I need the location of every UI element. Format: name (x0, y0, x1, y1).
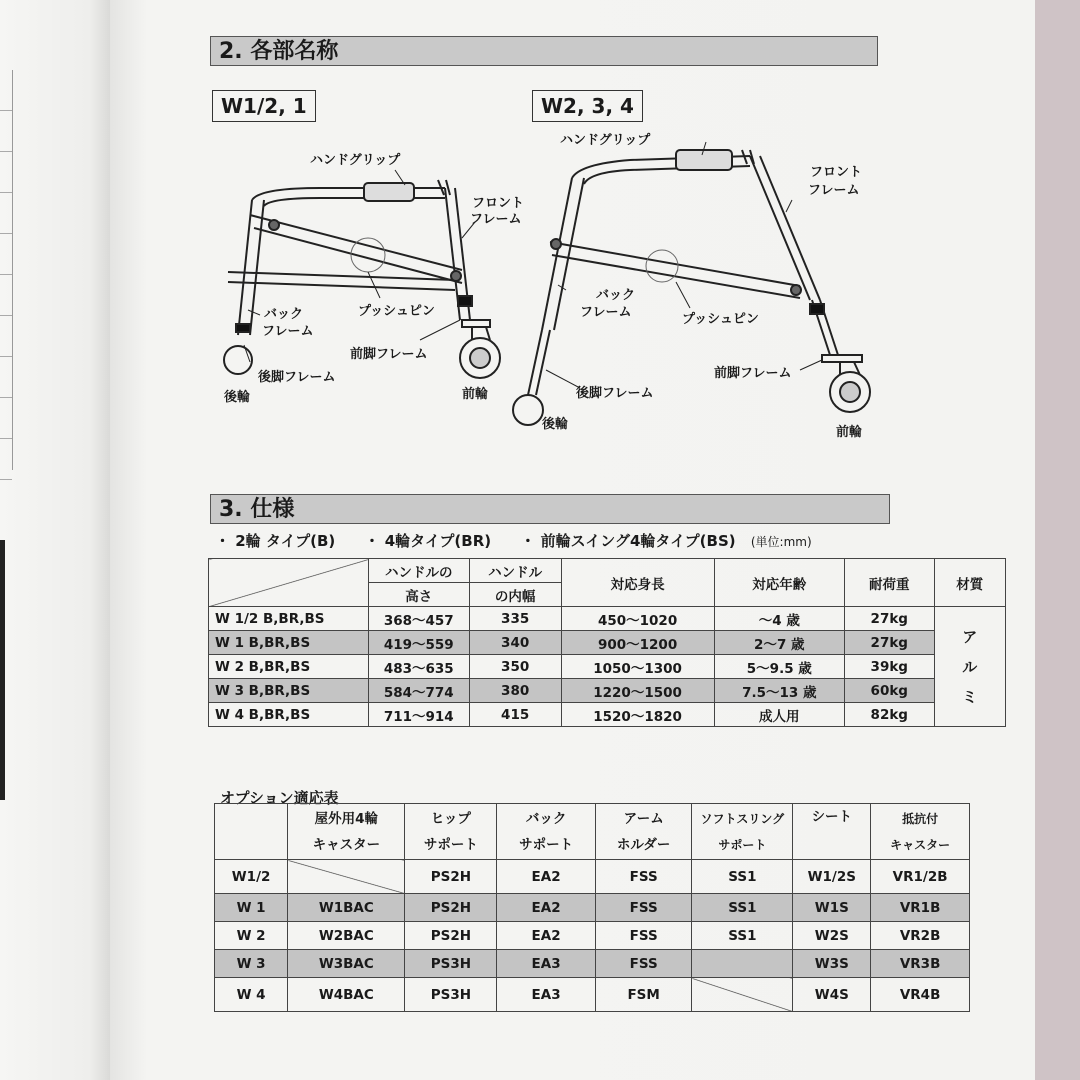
option-cell: VR1/2B (871, 860, 970, 894)
spec-height: 1220～1500 (561, 679, 714, 703)
spec-age: 7.5～13 歳 (714, 679, 844, 703)
spec-load: 39kg (844, 655, 934, 679)
type-2-wheel: ・ 2輪 タイプ(B) (215, 532, 336, 550)
spec-age: 5～9.5 歳 (714, 655, 844, 679)
spec-handle-height: 483～635 (368, 655, 469, 679)
left-model-label: W1/2, 1 (212, 90, 316, 122)
option-cell: PS2H (405, 860, 497, 894)
option-header-outdoor-caster (288, 804, 405, 860)
manual-page (110, 0, 1035, 1080)
left-label-back-frame-1: バック (264, 307, 304, 322)
option-header-text: キャスター (890, 837, 951, 852)
spec-width: 415 (469, 703, 561, 727)
option-header-soft-sling (692, 804, 793, 860)
option-corner-cell (215, 804, 288, 860)
option-cell: EA2 (497, 894, 596, 922)
option-cell: W1S (793, 894, 871, 922)
spec-model: W 1/2 B,BR,BS (209, 607, 369, 631)
spec-width: 380 (469, 679, 561, 703)
left-label-hand-grip: ハンドグリップ (310, 153, 401, 168)
left-label-front-frame-1: フロント (472, 196, 525, 211)
option-cell: PS2H (405, 922, 497, 950)
option-header-text: ホルダー (616, 836, 671, 853)
type-list (215, 530, 836, 551)
option-model: W 2 (215, 922, 288, 950)
spec-handle-height: 368～457 (368, 607, 469, 631)
spec-material (934, 607, 1005, 727)
left-page-table-edge (0, 70, 13, 470)
right-label-front-frame-1: フロント (810, 165, 863, 180)
right-label-front-wheel: 前輪 (836, 425, 863, 440)
option-row-w2 (215, 922, 970, 950)
option-header-row (215, 804, 970, 860)
spec-header-material: 材質 (934, 559, 1005, 607)
spec-load: 27kg (844, 607, 934, 631)
option-header-text: キャスター (312, 836, 381, 853)
spec-model: W 3 B,BR,BS (209, 679, 369, 703)
spec-header-row (209, 559, 1006, 583)
left-label-back-frame-2: フレーム (262, 324, 314, 339)
type-4-wheel: ・ 4輪タイプ(BR) (364, 532, 492, 550)
spec-handle-height: 711～914 (368, 703, 469, 727)
spec-load: 27kg (844, 631, 934, 655)
option-cell: PS2H (405, 894, 497, 922)
right-label-hand-grip: ハンドグリップ (560, 133, 651, 148)
spec-header-handle-width-1: ハンドル (469, 559, 561, 583)
spec-age: 2～7 歳 (714, 631, 844, 655)
option-cell: W2BAC (288, 922, 405, 950)
option-cell: W4S (793, 978, 871, 1012)
right-label-rear-leg-frame: 後脚フレーム (576, 386, 654, 401)
option-table (214, 803, 970, 1012)
spec-row-w2 (209, 655, 1006, 679)
option-row-w1 (215, 894, 970, 922)
section-2-heading: 2. 各部名称 (210, 36, 878, 66)
option-header-text: シート (811, 809, 853, 825)
spec-height: 1050～1300 (561, 655, 714, 679)
spec-model: W 4 B,BR,BS (209, 703, 369, 727)
option-header-text: バック (525, 810, 567, 827)
spec-model: W 1 B,BR,BS (209, 631, 369, 655)
option-header-text: ヒップ (430, 810, 471, 827)
option-row-w1-2 (215, 860, 970, 894)
spec-header-age: 対応年齢 (714, 559, 844, 607)
right-label-push-pin: プッシュピン (682, 312, 759, 327)
option-cell: VR3B (871, 950, 970, 978)
option-cell: FSS (595, 950, 691, 978)
left-page-edge (0, 0, 112, 1080)
option-cell: W3S (793, 950, 871, 978)
left-label-front-frame-2: フレーム (470, 212, 522, 227)
option-cell: VR1B (871, 894, 970, 922)
option-cell: W1/2S (793, 860, 871, 894)
option-header-hip-support (405, 804, 497, 860)
left-label-push-pin: プッシュピン (358, 304, 435, 319)
option-na-cell (692, 950, 793, 978)
type-front-swing: ・ 前輪スイング4輪タイプ(BS) (520, 532, 736, 550)
option-cell: VR2B (871, 922, 970, 950)
right-label-back-frame-2: フレーム (580, 305, 632, 320)
left-label-front-leg-frame: 前脚フレーム (350, 347, 428, 362)
option-model: W1/2 (215, 860, 288, 894)
option-model: W 4 (215, 978, 288, 1012)
option-header-text: 屋外用4輪 (314, 810, 379, 827)
option-cell: W3BAC (288, 950, 405, 978)
spec-row-w3 (209, 679, 1006, 703)
spec-row-w4 (209, 703, 1006, 727)
spec-header-load: 耐荷重 (844, 559, 934, 607)
option-cell: EA3 (497, 950, 596, 978)
unit-note: (単位:mm) (750, 535, 812, 549)
option-table-title: オプション適応表 (220, 789, 339, 807)
option-na-cell (692, 978, 793, 1012)
left-page-dark-strip (0, 540, 5, 800)
spec-header-handle-height-1: ハンドルの (368, 559, 469, 583)
right-label-front-frame-2: フレーム (808, 183, 860, 198)
spec-header-handle-height-2: 高さ (368, 583, 469, 607)
spec-model: W 2 B,BR,BS (209, 655, 369, 679)
option-na-cell (288, 860, 405, 894)
right-model-label: W2, 3, 4 (532, 90, 643, 122)
option-cell: PS3H (405, 978, 497, 1012)
spec-header-handle-width-2: の内幅 (469, 583, 561, 607)
section-3-heading: 3. 仕様 (210, 494, 890, 524)
option-model: W 1 (215, 894, 288, 922)
option-header-resist-caster (871, 804, 970, 860)
spec-row-w1-2 (209, 607, 1006, 631)
spec-row-w1 (209, 631, 1006, 655)
left-label-front-wheel: 前輪 (462, 387, 489, 402)
spec-width: 340 (469, 631, 561, 655)
option-cell: VR4B (871, 978, 970, 1012)
spec-header-height: 対応身長 (561, 559, 714, 607)
option-cell: W1BAC (288, 894, 405, 922)
option-header-text: 抵抗付 (902, 811, 939, 826)
option-cell: FSM (595, 978, 691, 1012)
option-header-arm-holder (595, 804, 691, 860)
option-header-back-support (497, 804, 596, 860)
option-header-text: アーム (623, 810, 664, 827)
option-cell: FSS (595, 860, 691, 894)
option-cell: EA3 (497, 978, 596, 1012)
option-cell: SS1 (692, 922, 793, 950)
spec-height: 900～1200 (561, 631, 714, 655)
option-cell: W4BAC (288, 978, 405, 1012)
right-label-back-frame-1: バック (596, 288, 636, 303)
spec-height: 450～1020 (561, 607, 714, 631)
right-label-rear-wheel: 後輪 (542, 417, 569, 432)
spec-width: 335 (469, 607, 561, 631)
material-char-2: ル (962, 657, 978, 676)
right-label-front-leg-frame: 前脚フレーム (714, 366, 792, 381)
option-model: W 3 (215, 950, 288, 978)
option-row-w3 (215, 950, 970, 978)
option-cell: FSS (595, 894, 691, 922)
option-header-text: サポート (718, 837, 767, 852)
material-char-3: ミ (962, 687, 978, 706)
spec-load: 60kg (844, 679, 934, 703)
option-header-text: サポート (519, 836, 574, 853)
spec-age: ～4 歳 (714, 607, 844, 631)
left-label-rear-wheel: 後輪 (224, 390, 251, 405)
option-cell: EA2 (497, 922, 596, 950)
material-char-1: ア (962, 627, 978, 646)
option-cell: SS1 (692, 860, 793, 894)
option-cell: SS1 (692, 894, 793, 922)
option-header-text: サポート (423, 836, 478, 853)
option-header-seat (793, 804, 871, 860)
option-cell: PS3H (405, 950, 497, 978)
option-row-w4 (215, 978, 970, 1012)
spec-corner-cell (209, 559, 369, 607)
spec-age: 成人用 (714, 703, 844, 727)
spec-height: 1520～1820 (561, 703, 714, 727)
option-cell: FSS (595, 922, 691, 950)
spec-load: 82kg (844, 703, 934, 727)
spec-width: 350 (469, 655, 561, 679)
spec-handle-height: 584～774 (368, 679, 469, 703)
spec-handle-height: 419～559 (368, 631, 469, 655)
spec-table (208, 558, 1006, 727)
option-cell: W2S (793, 922, 871, 950)
option-cell: EA2 (497, 860, 596, 894)
left-label-rear-leg-frame: 後脚フレーム (258, 370, 336, 385)
option-header-text: ソフトスリング (700, 811, 785, 826)
